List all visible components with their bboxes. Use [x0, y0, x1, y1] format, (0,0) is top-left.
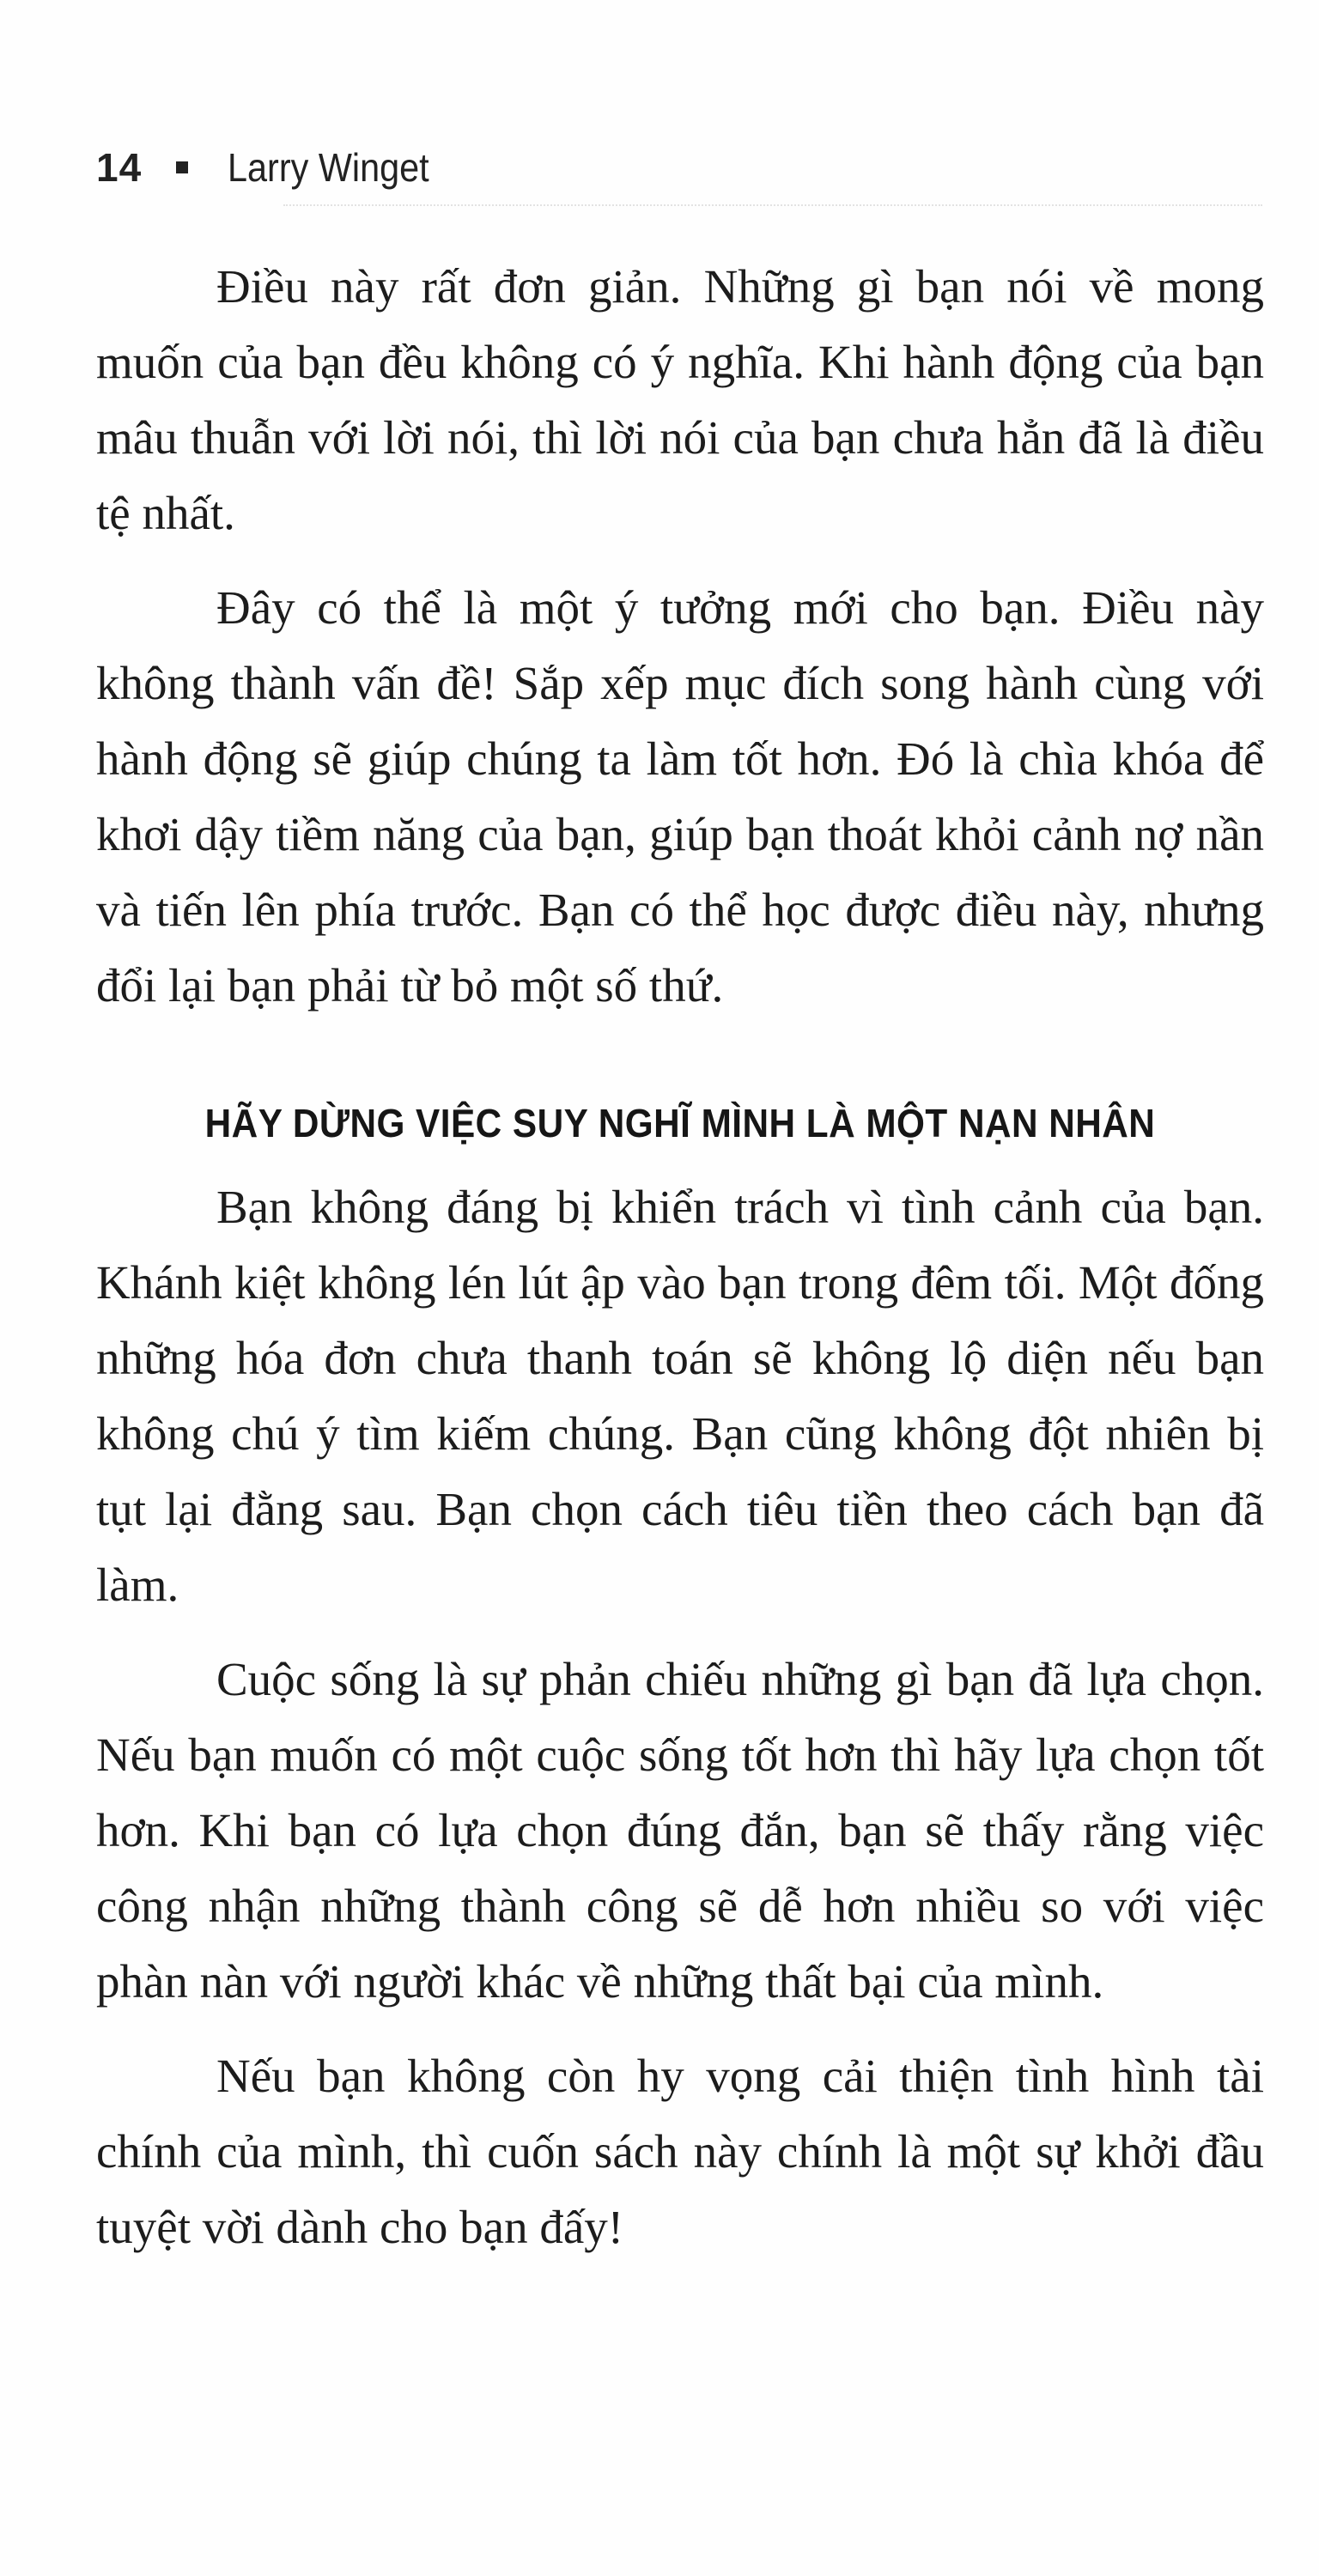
running-header	[96, 137, 452, 197]
paragraph: Nếu bạn không còn hy vọng cải thiện tình hình tài chính của mình, thì cuốn sách này chính là một sự khởi đầu tuyệt vời dành cho bạn đấy!	[96, 2050, 1264, 2253]
header-rule	[283, 204, 1262, 206]
section-heading: HÃY DỪNG VIỆC SUY NGHĨ MÌNH LÀ MỘT NẠN NHÂN	[204, 1101, 1156, 1145]
author-name: Larry Winget	[228, 145, 429, 190]
paragraph: Bạn không đáng bị khiển trách vì tình cảnh của bạn. Khánh kiệt không lén lút ập vào bạn trong đêm tối. Một đống những hóa đơn chưa thanh toán sẽ không lộ diện nếu bạn không chú ý tìm kiếm chúng. Bạn cũng không đột nhiên bị tụt lại đằng sau. Bạn chọn cách tiêu tiền theo cách bạn đã làm.	[96, 1181, 1264, 1611]
paragraph: Cuộc sống là sự phản chiếu những gì bạn đã lựa chọn. Nếu bạn muốn có một cuộc sống tốt hơn thì hãy lựa chọn tốt hơn. Khi bạn có lựa chọn đúng đắn, bạn sẽ thấy rằng việc công nhận những thành công sẽ dễ hơn nhiều so với việc phàn nàn với người khác về những thất bại của mình.	[96, 1653, 1264, 2008]
paragraph: Điều này rất đơn giản. Những gì bạn nói về mong muốn của bạn đều không có ý nghĩa. Khi hành động của bạn mâu thuẫn với lời nói, thì lời nói của bạn chưa hẳn đã là điều tệ nhất.	[96, 260, 1264, 539]
body-text	[96, 249, 1264, 2284]
header-separator-square	[176, 161, 188, 173]
page-number: 14	[96, 145, 143, 190]
paragraph: Đây có thể là một ý tưởng mới cho bạn. Điều này không thành vấn đề! Sắp xếp mục đích song hành cùng với hành động sẽ giúp chúng ta làm tốt hơn. Đó là chìa khóa để khơi dậy tiềm năng của bạn, giúp bạn thoát khỏi cảnh nợ nần và tiến lên phía trước. Bạn có thể học được điều này, nhưng đổi lại bạn phải từ bỏ một số thứ.	[96, 581, 1264, 1012]
